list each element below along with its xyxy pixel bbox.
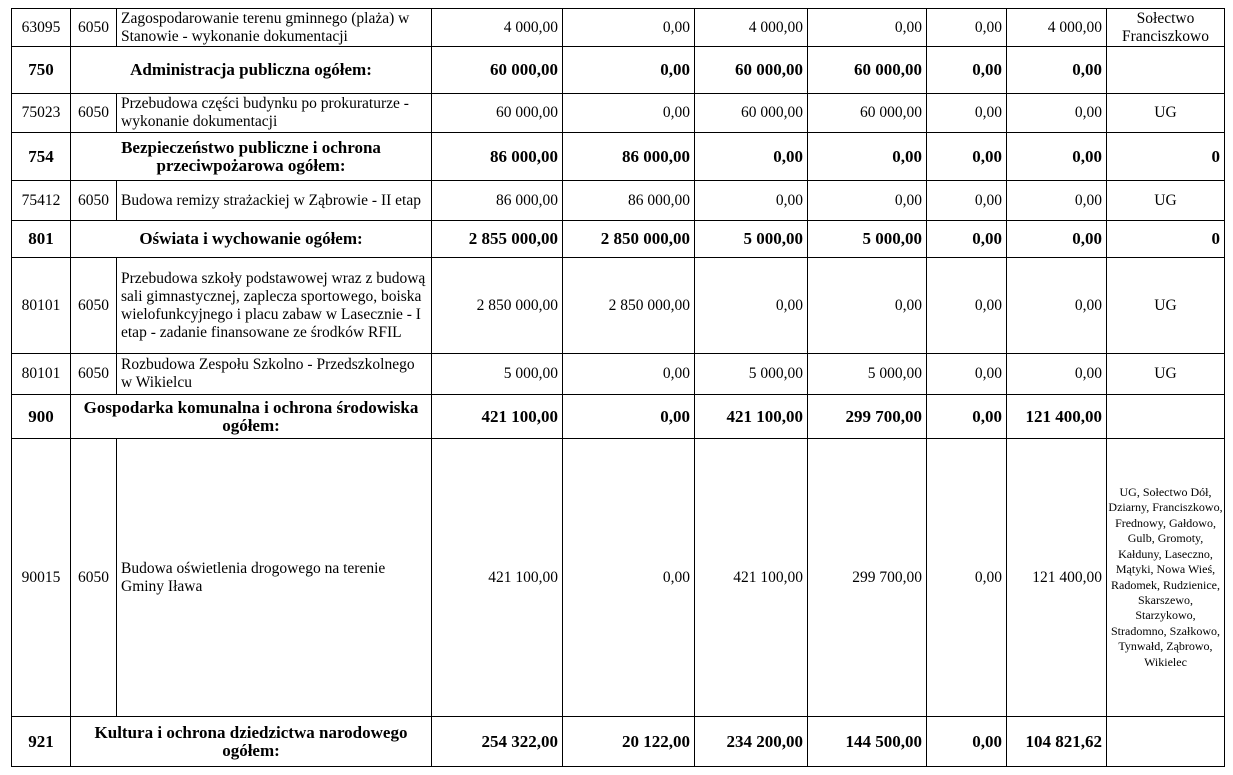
loans-cell: 0,00 <box>927 258 1007 354</box>
paragraph-code-cell: 6050 <box>71 9 117 47</box>
value-2025-cell: 421 100,00 <box>695 395 808 439</box>
executor-cell: Sołectwo Franciszkowo <box>1107 9 1225 47</box>
section-code-cell: 80101 <box>12 354 71 395</box>
total-value-cell: 2 855 000,00 <box>432 221 563 258</box>
own-funds-cell: 5 000,00 <box>808 354 927 395</box>
task-description-cell: Rozbudowa Zespołu Szkolno - Przedszkolnego w Wikielcu <box>117 354 432 395</box>
loans-cell: 0,00 <box>927 94 1007 133</box>
value-2025-cell: 60 000,00 <box>695 94 808 133</box>
table-row <box>12 181 1225 221</box>
executor-cell: UG <box>1107 181 1225 221</box>
loans-cell: 0,00 <box>927 133 1007 181</box>
section-code-cell: 90015 <box>12 439 71 717</box>
section-code-cell: 75023 <box>12 94 71 133</box>
value-2024-cell: 0,00 <box>563 47 695 94</box>
own-funds-cell: 0,00 <box>808 9 927 47</box>
executor-cell <box>1107 47 1225 94</box>
value-2024-cell: 20 122,00 <box>563 717 695 767</box>
paragraph-code-cell: 6050 <box>71 439 117 717</box>
own-funds-cell: 60 000,00 <box>808 94 927 133</box>
section-code-cell: 80101 <box>12 258 71 354</box>
section-code-cell: 801 <box>12 221 71 258</box>
section-code-cell: 75412 <box>12 181 71 221</box>
own-funds-cell: 0,00 <box>808 133 927 181</box>
value-2024-cell: 2 850 000,00 <box>563 221 695 258</box>
other-funds-cell: 0,00 <box>1007 354 1107 395</box>
loans-cell: 0,00 <box>927 439 1007 717</box>
table-row <box>12 439 1225 717</box>
section-title-cell: Administracja publiczna ogółem: <box>71 47 432 94</box>
table-row <box>12 354 1225 395</box>
table-body <box>12 9 1225 767</box>
value-2024-cell: 0,00 <box>563 354 695 395</box>
total-value-cell: 4 000,00 <box>432 9 563 47</box>
task-description-cell: Zagospodarowanie terenu gminnego (plaża) w Stanowie - wykonanie dokumentacji <box>117 9 432 47</box>
task-description-cell: Przebudowa szkoły podstawowej wraz z budową sali gimnastycznej, zaplecza sportowego, boiska wielofunkcyjnego i placu zabaw w Lasecznie - I etap - zadanie finansowane ze środków RFIL <box>117 258 432 354</box>
total-value-cell: 5 000,00 <box>432 354 563 395</box>
section-title-cell: Kultura i ochrona dziedzictwa narodowego ogółem: <box>71 717 432 767</box>
other-funds-cell: 0,00 <box>1007 47 1107 94</box>
other-funds-cell: 0,00 <box>1007 181 1107 221</box>
paragraph-code-cell: 6050 <box>71 94 117 133</box>
total-value-cell: 60 000,00 <box>432 47 563 94</box>
summary-row <box>12 395 1225 439</box>
own-funds-cell: 0,00 <box>808 258 927 354</box>
executor-cell: 0 <box>1107 221 1225 258</box>
loans-cell: 0,00 <box>927 47 1007 94</box>
value-2024-cell: 0,00 <box>563 439 695 717</box>
total-value-cell: 421 100,00 <box>432 395 563 439</box>
section-code-cell: 921 <box>12 717 71 767</box>
investment-table <box>11 8 1225 767</box>
own-funds-cell: 144 500,00 <box>808 717 927 767</box>
value-2025-cell: 5 000,00 <box>695 221 808 258</box>
loans-cell: 0,00 <box>927 717 1007 767</box>
table-row <box>12 258 1225 354</box>
total-value-cell: 421 100,00 <box>432 439 563 717</box>
other-funds-cell: 4 000,00 <box>1007 9 1107 47</box>
section-code-cell: 63095 <box>12 9 71 47</box>
executor-cell <box>1107 717 1225 767</box>
executor-cell: UG <box>1107 354 1225 395</box>
loans-cell: 0,00 <box>927 354 1007 395</box>
own-funds-cell: 299 700,00 <box>808 395 927 439</box>
section-code-cell: 754 <box>12 133 71 181</box>
loans-cell: 0,00 <box>927 395 1007 439</box>
executor-cell: UG <box>1107 258 1225 354</box>
other-funds-cell: 0,00 <box>1007 133 1107 181</box>
paragraph-code-cell: 6050 <box>71 181 117 221</box>
total-value-cell: 2 850 000,00 <box>432 258 563 354</box>
task-description-cell: Budowa oświetlenia drogowego na terenie Gminy Iława <box>117 439 432 717</box>
table-row <box>12 9 1225 47</box>
other-funds-cell: 104 821,62 <box>1007 717 1107 767</box>
section-code-cell: 750 <box>12 47 71 94</box>
value-2024-cell: 0,00 <box>563 9 695 47</box>
value-2025-cell: 0,00 <box>695 181 808 221</box>
summary-row <box>12 221 1225 258</box>
value-2025-cell: 0,00 <box>695 258 808 354</box>
summary-row <box>12 47 1225 94</box>
other-funds-cell: 0,00 <box>1007 221 1107 258</box>
other-funds-cell: 0,00 <box>1007 258 1107 354</box>
executor-cell: 0 <box>1107 133 1225 181</box>
value-2024-cell: 86 000,00 <box>563 181 695 221</box>
total-value-cell: 86 000,00 <box>432 181 563 221</box>
paragraph-code-cell: 6050 <box>71 258 117 354</box>
total-value-cell: 86 000,00 <box>432 133 563 181</box>
own-funds-cell: 0,00 <box>808 181 927 221</box>
loans-cell: 0,00 <box>927 181 1007 221</box>
summary-row <box>12 717 1225 767</box>
executor-cell: UG <box>1107 94 1225 133</box>
section-title-cell: Gospodarka komunalna i ochrona środowiska ogółem: <box>71 395 432 439</box>
executor-cell <box>1107 395 1225 439</box>
section-code-cell: 900 <box>12 395 71 439</box>
own-funds-cell: 60 000,00 <box>808 47 927 94</box>
value-2024-cell: 0,00 <box>563 94 695 133</box>
value-2025-cell: 4 000,00 <box>695 9 808 47</box>
task-description-cell: Budowa remizy strażackiej w Ząbrowie - II etap <box>117 181 432 221</box>
summary-row <box>12 133 1225 181</box>
total-value-cell: 60 000,00 <box>432 94 563 133</box>
total-value-cell: 254 322,00 <box>432 717 563 767</box>
other-funds-cell: 121 400,00 <box>1007 439 1107 717</box>
value-2025-cell: 421 100,00 <box>695 439 808 717</box>
value-2024-cell: 0,00 <box>563 395 695 439</box>
value-2025-cell: 5 000,00 <box>695 354 808 395</box>
value-2024-cell: 2 850 000,00 <box>563 258 695 354</box>
other-funds-cell: 121 400,00 <box>1007 395 1107 439</box>
task-description-cell: Przebudowa części budynku po prokuraturze - wykonanie dokumentacji <box>117 94 432 133</box>
own-funds-cell: 5 000,00 <box>808 221 927 258</box>
loans-cell: 0,00 <box>927 221 1007 258</box>
value-2024-cell: 86 000,00 <box>563 133 695 181</box>
value-2025-cell: 60 000,00 <box>695 47 808 94</box>
paragraph-code-cell: 6050 <box>71 354 117 395</box>
section-title-cell: Bezpieczeństwo publiczne i ochrona przeciwpożarowa ogółem: <box>71 133 432 181</box>
value-2025-cell: 234 200,00 <box>695 717 808 767</box>
own-funds-cell: 299 700,00 <box>808 439 927 717</box>
table-row <box>12 94 1225 133</box>
executor-cell: UG, Sołectwo Dół, Dziarny, Franciszkowo, Frednowy, Gałdowo, Gulb, Gromoty, Kałduny, Laseczno, Mątyki, Nowa Wieś, Radomek, Rudzienice, Skarszewo, Starzykowo, Stradomno, Szałkowo, Tynwałd, Ząbrowo, Wikielec <box>1107 439 1225 717</box>
value-2025-cell: 0,00 <box>695 133 808 181</box>
other-funds-cell: 0,00 <box>1007 94 1107 133</box>
loans-cell: 0,00 <box>927 9 1007 47</box>
section-title-cell: Oświata i wychowanie ogółem: <box>71 221 432 258</box>
